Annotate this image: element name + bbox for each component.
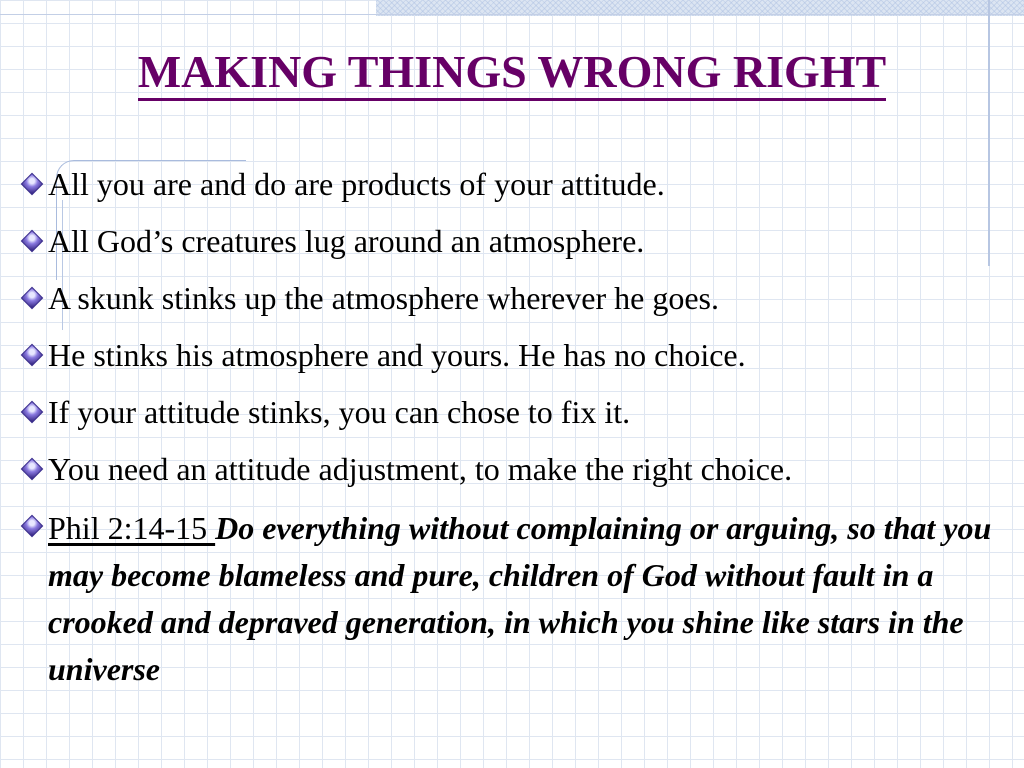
diamond-bullet-icon [22,516,42,536]
bullet-list [20,163,1016,708]
bullet-item [20,391,1016,433]
scripture-bullet [20,505,1016,693]
bullet-text: All God’s creatures lug around an atmosphere. [48,223,645,259]
bullet-text: A skunk stinks up the atmosphere wherever he goes. [48,280,719,316]
bullet-item [20,448,1016,490]
diamond-bullet-icon [22,402,42,422]
scripture-reference: Phil 2:14-15 [48,510,216,546]
diamond-bullet-icon [22,231,42,251]
decorative-horizontal-rule [0,14,1024,15]
bullet-text: You need an attitude adjustment, to make the right choice. [48,451,793,487]
diamond-bullet-icon [22,288,42,308]
bullet-item [20,334,1016,376]
diamond-bullet-icon [22,174,42,194]
bullet-item [20,163,1016,205]
scripture-verse: Do everything without complaining or arguing, so that you may become blameless and pure, children of God without fault in a crooked and depraved generation, in which you shine like stars in the universe [48,510,992,687]
diamond-bullet-icon [22,459,42,479]
bullet-item [20,220,1016,262]
bullet-text: He stinks his atmosphere and yours. He has no choice. [48,337,746,373]
slide-title [0,44,1024,100]
bullet-text: If your attitude stinks, you can chose to fix it. [48,394,631,430]
bullet-item [20,277,1016,319]
slide-title-text: MAKING THINGS WRONG RIGHT [138,46,886,101]
bullet-text: All you are and do are products of your attitude. [48,166,665,202]
diamond-bullet-icon [22,345,42,365]
